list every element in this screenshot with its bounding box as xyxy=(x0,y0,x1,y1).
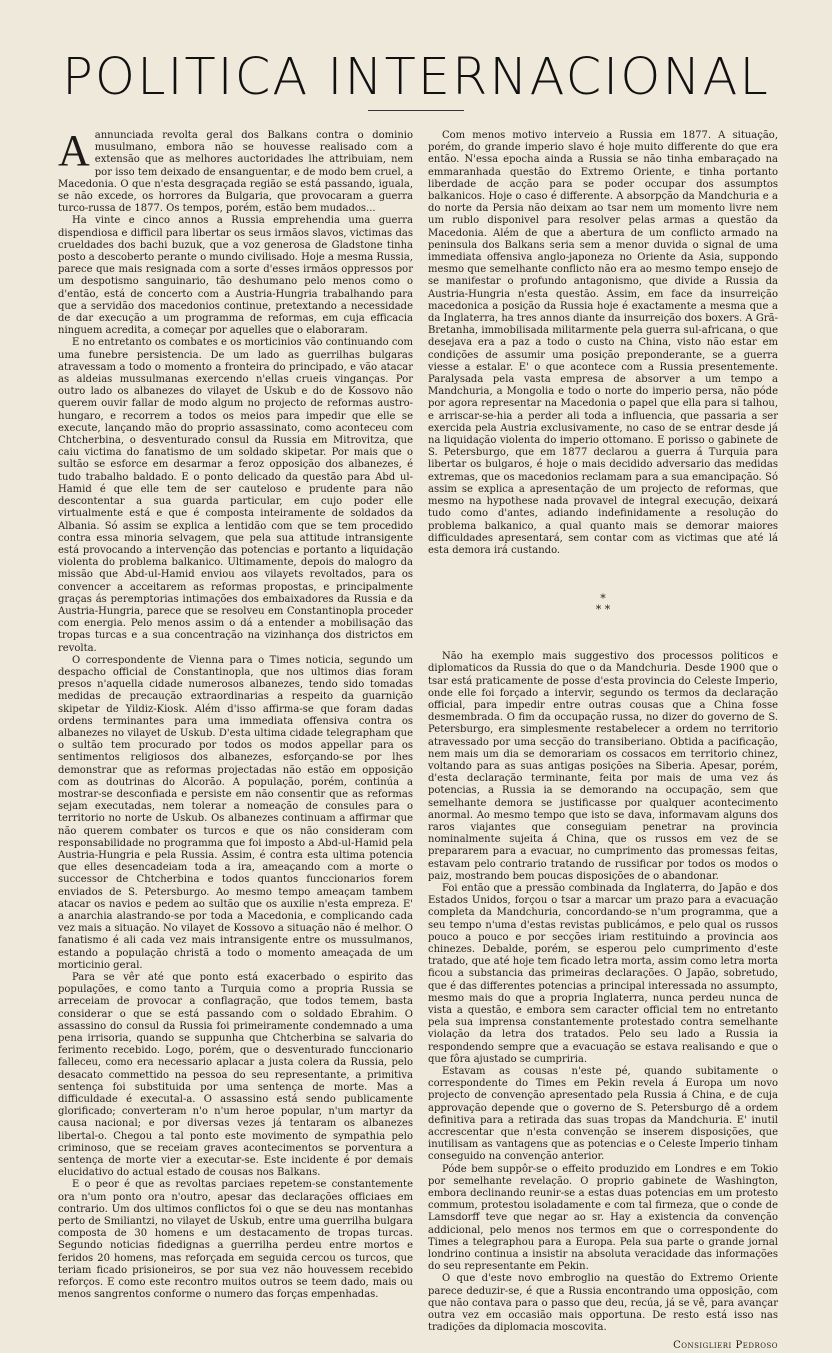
paragraph: Não ha exemplo mais suggestivo dos processos politicos e diplomaticos da Russia do que o da Mandchuria. Desde 1900 que o tsar está praticamente de posse d'esta provincia do Celeste Imperio, onde elle foi forçado a intervir, segundo os termos da declaração official, para impedir entre outras cousas que a China fosse desmembrada. O fim da occupação russa, no dizer do governo de S. Petersburgo, era simplesmente restabelecer a ordem no territorio atravessado por uma secção do transiberiano. Obtida a pacificação, nem mais um dia se demorariam os cossacos em territorio chinez, voltando para as suas antigas posições na Siberia. Apesar, porém, d'esta declaração terminante, feita por mais de uma vez ás potencias, a Russia ia se demorando na occupação, sem que semelhante demora se justificasse por qualquer acontecimento anormal. Ao mesmo tempo que isto se dava, informavam alguns dos raros viajantes que conseguiam penetrar na provincia nominalmente sujeita á China, que os russos em vez de se prepararem para a evacuar, no cumprimento das promessas feitas, estavam pelo contrario tratando de russificar por todos os modos o paiz, mostrando bem poucas disposições de o abandonar. xyxy=(428,651,778,882)
paragraph: O correspondente de Vienna para o Times noticia, segundo um despacho official de Constantinopla, que nos ultimos dias foram presos n'aquella cidade numerosos albanezes, tendo sido tomadas medidas de precaução extraordinarias a respeito da guarnição skipetar de Yildiz-Kiosk. Além d'isso affirma-se que foram dadas ordens terminantes para uma immediata offensiva contra os albanezes no vilayet de Uskub. D'esta ultima cidade telegrapham que o sultão tem procurado por todos os modos appellar para os sentimentos religiosos dos albanezes, esforçando-se por lhes demonstrar que as reformas projectadas não estão em opposição com as doutrinas do Alcorão. A população, porém, continúa a mostrar-se desconfiada e persiste em não consentir que as reformas sejam executadas, nem tolerar a nomeação de consules para o territorio no norte de Uskub. Os albanezes continuam a affirmar que não querem combater os turcos e que os não consideram com responsabilidade no programma que foi imposto a Abd-ul-Hamid pela Austria-Hungria e pela Russia. Assim, é contra esta ultima potencia que elles desencadeiam toda a ira, ameaçando com a morte o successor de Chtcherbina e todos quantos funccionarios forem enviados de S. Petersburgo. Ao mesmo tempo ameaçam tambem atacar os navios e pedem ao sultão que os auxilie n'esta empreza. E' a anarchia alastrando-se por toda a Macedonia, e complicando cada vez mais a situação. No vilayet de Kossovo a situação não é melhor. O fanatismo é ali cada vez mais intransigente entre os mussulmanos, estando a população christã a todo o momento ameaçada de um morticinio geral. xyxy=(58,654,413,971)
paragraph: E no entretanto os combates e os morticinios vão continuando com uma funebre persistencia. De um lado as guerrilhas bulgaras atravessam a todo o momento a fronteira do principado, e vão atacar as aldeias mussulmanas exercendo n'ellas crueis vinganças. Por outro lado os albanezes do vilayet de Uskub e do de Kossovo não querem ouvir fallar de modo algum no projecto de reformas austro-hungaro, e recorrem a todos os meios para impedir que elle se execute, lançando mão do proprio assassinato, como aconteceu com Chtcherbina, o desventurado consul da Russia em Mitrovitza, que caiu victima do fanatismo de um soldado skipetar. Por mais que o sultão se esforce em desarmar a feroz opposição dos albanezes, é tudo trabalho baldado. E o ponto delicado da questão para Abd ul-Hamid é que elle tem de ser cauteloso e prudente para não descontentar a sua guarda particular, em cujo poder elle virtualmente está e que é composta inteiramente de soldados da Albania. Só assim se explica a lentidão com que se tem procedido contra essa minoria selvagem, que pela sua attitude intransigente está provocando a intervenção das potencias e portanto a liquidação violenta do problema balkanico. Ultimamente, depois do malogro da missão que Abd-ul-Hamid enviou aos vilayets revoltados, para os convencer a acceitarem as reformas propostas, e principalmente graças ás peremptorias intimações dos embaixadores da Russia e da Austria-Hungria, parece que se resolveu em Constantinopla proceder com energia. Pelo menos assim o dá a entender a mobilisação das tropas turcas e a sua concentração na vizinhança dos districtos em revolta. xyxy=(58,337,413,654)
paragraph: Foi então que a pressão combinada da Inglaterra, do Japão e dos Estados Unidos, forçou o tsar a marcar um prazo para a evacuação completa da Mandchuria, concordando-se n'um programma, que a seu tempo n'uma d'estas revistas publicámos, e pelo qual os russos pouco a pouco e por secções iriam restituindo a provincia aos chinezes. Debalde, porém, se esperou pelo cumprimento d'este tratado, que até hoje tem ficado letra morta, assim como letra morta ficou a substancia das primeiras declarações. O Japão, sobretudo, que é das differentes potencias a principal interessada no assumpto, mesmo mais do que a propria Inglaterra, nunca perdeu nunca de vista a questão, e embora sem caracter official tem no entretanto pela sua imprensa constantemente protestado contra semelhante violação da letra dos tratados. Pelo seu lado a Russia ia respondendo sempre que a evacuação se estava realisando e que o que fôra ajustado se cumpriria. xyxy=(428,882,778,1065)
paragraph: O que d'este novo embroglio na questão do Extremo Oriente parece deduzir-se, é que a Russia encontrando uma opposição, com que não contava para o passo que deu, recúa, já se vê, para avançar outra vez em occasião mais opportuna. De resto está isso nas tradições da diplomacia moscovita. xyxy=(428,1273,778,1334)
paragraph: Póde bem suppôr-se o effeito produzido em Londres e em Tokio por semelhante revelação. O proprio gabinete de Washington, embora declinando reunir-se a estas duas potencias em um protesto commum, protestou isoladamente e com tal firmeza, que o conde de Lamsdorff teve que negar ao sr. Hay a existencia da convenção addicional, pelo menos nos termos em que o correspondente do Times a telegraphou para a Europa. Pela sua parte o grande jornal londrino continua a insistir na absoluta veracidade das informações do seu representante em Pekin. xyxy=(428,1163,778,1273)
author-signature: Consiglieri Pedroso xyxy=(673,1340,778,1352)
page-title: POLITICA INTERNACIONAL xyxy=(62,48,770,107)
title-rule xyxy=(368,110,464,111)
left-column xyxy=(58,126,413,1302)
drop-cap: A xyxy=(58,126,90,175)
paragraph: E o peor é que as revoltas parciaes repetem-se constantemente ora n'um ponto ora n'outro, apesar das declarações officiaes em contrario. Um dos ultimos conflictos foi o que se deu nas montanhas perto de Smiliantzi, no vilayet de Uskub, entre uma guerrilha bulgara composta de 30 homens e um destacamento de tropas turcas. Segundo noticias fidedignas a guerrilha perdeu entre mortos e feridos 20 homens, mas reforçada em seguida cercou os turcos, que teriam ficado prisioneiros, se por sua vez não houvessem recebido reforços. E como este recontro muitos outros se teem dado, mais ou menos sangrentos conforme o numero das forças empenhadas. xyxy=(58,1179,413,1301)
paragraph: Aannunciada revolta geral dos Balkans contra o dominio musulmano, embora não se houvesse realisado com a extensão que as melhores auctoridades lhe attribuiam, nem por isso tem deixado de ensanguentar, e de modo bem cruel, a Macedonia. O que n'esta desgraçada região se está passando, iguala, se não excede, os horrores da Bulgaria, que provocaram a guerra turco-russa de 1877. Os tempos, porém, estão bem mudados... xyxy=(58,126,413,215)
paragraph: Com menos motivo interveio a Russia em 1877. A situação, porém, do grande imperio slavo é hoje muito differente do que era então. N'essa epocha ainda a Russia se não tinha embaraçado na emmaranhada questão do Extremo Oriente, e tinha portanto liberdade de acção para se poder occupar dos assumptos balkanicos. Hoje o caso é differente. A absorpção da Mandchuria e a do norte da Persia não deixam ao tsar nem um momento livre nem um rublo disponivel para resolver pelas armas a questão da Macedonia. Além de que a abertura de um conflicto armado na peninsula dos Balkans seria sem a menor duvida o signal de uma immediata offensiva anglo-japoneza no Oriente da Asia, suppondo mesmo que semelhante conflicto não era ao mesmo tempo ensejo de se manifestar o profundo antagonismo, que divide a Russia da Austria-Hungria n'esta questão. Assim, em face da insurreição macedonica a posição da Russia hoje é exactamente a mesma que a da Inglaterra, ha tres annos diante da insurreição dos boxers. A Grã-Bretanha, immobilisada militarmente pela guerra sul-africana, o que desejava era a paz a todo o custo na China, visto não estar em condições de assumir uma posição preponderante, se a guerra viesse a estalar. E' o que acontece com a Russia presentemente. Paralysada pela vasta empresa de absorver a um tempo a Mandchuria, a Mongolia e todo o norte do imperio persa, não póde por agora representar na Macedonia o papel que ella para si talhou, e arriscar-se-hia a perder ali toda a influencia, que passaria a ser exercida pela Austria exclusivamente, no caso de se entrar desde já na liquidação violenta do imperio ottomano. E porisso o gabinete de S. Petersburgo, que em 1877 declarou a guerra á Turquia para libertar os bulgaros, é hoje o mais decidido adversario das medidas extremas, que os macedonios reclamam para a sua emancipação. Só assim se explica a apresentação de um projecto de reformas, que mesmo na hypothese nada provavel de integral execução, deixará tudo como d'antes, adiando indefinidamente a resolução do problema balkanico, a qual quanto mais se demorar maiores difficuldades apresentará, sem contar com as victimas que até lá esta demora irá custando. xyxy=(428,130,778,556)
paragraph: Estavam as cousas n'este pé, quando subitamente o correspondente do Times em Pekin revela á Europa um novo projecto de convenção apresentado pela Russia á China, e de cuja approvação depende que o governo de S. Petersburgo dê a ordem definitiva para a retirada das suas tropas da Mandchuria. E' inutil accrescentar que n'esta convenção se inserem disposições, que inutilisam as vantagens que as potencias e o Celeste Imperio tinham conseguido na convenção anterior. xyxy=(428,1066,778,1163)
paragraph: Para se vêr até que ponto está exacerbado o espirito das populações, e como tanto a Turquia como a propria Russia se arreceiam de provocar a conflagração, que todos temem, basta considerar o que se está passando com o soldado Ebrahim. O assassino do consul da Russia foi primeiramente condemnado a uma pena irrisoria, quando se suppunha que Chtcherbina se salvaria do ferimento recebido. Logo, porém, que o desventurado funccionario falleceu, como era necessario aplacar a justa colera da Russia, pelo desacato commettido na pessoa do seu representante, a primitiva sentença foi substituida por uma sentença de morte. Mas a difficuldade é executal-a. O assassino está sendo publicamente glorificado; converteram n'o n'um heroe popular, n'um martyr da causa nacional; e por diversas vezes já tentaram os albanezes libertal-o. Chegou a tal ponto este movimento de sympathia pelo criminoso, que se receiam graves acontecimentos se porventura a sentença de morte vier a executar-se. Este incidente é por demais elucidativo do actual estado de cousas nos Balkans. xyxy=(58,972,413,1179)
section-asterism: * * * xyxy=(595,592,611,617)
right-column xyxy=(428,130,778,1353)
paragraph: Ha vinte e cinco annos a Russia emprehendia uma guerra dispendiosa e difficil para libertar os seus irmãos slavos, victimas das crueldades dos bachi buzuk, que a voz generosa de Gladstone tinha posto a descoberto perante o mundo civilisado. Hoje a mesma Russia, parece que mais resignada com a sorte d'esses irmãos oppressos por um despotismo sanguinario, tão deshumano pelo menos como o d'então, está de concerto com a Austria-Hungria trabalhando para que a servidão dos macedonios continue, pretextando a necessidade de dar execução a um programma de reformas, em cuja efficacia ninguem acredita, a começar por aquelles que o elaboraram. xyxy=(58,215,413,337)
